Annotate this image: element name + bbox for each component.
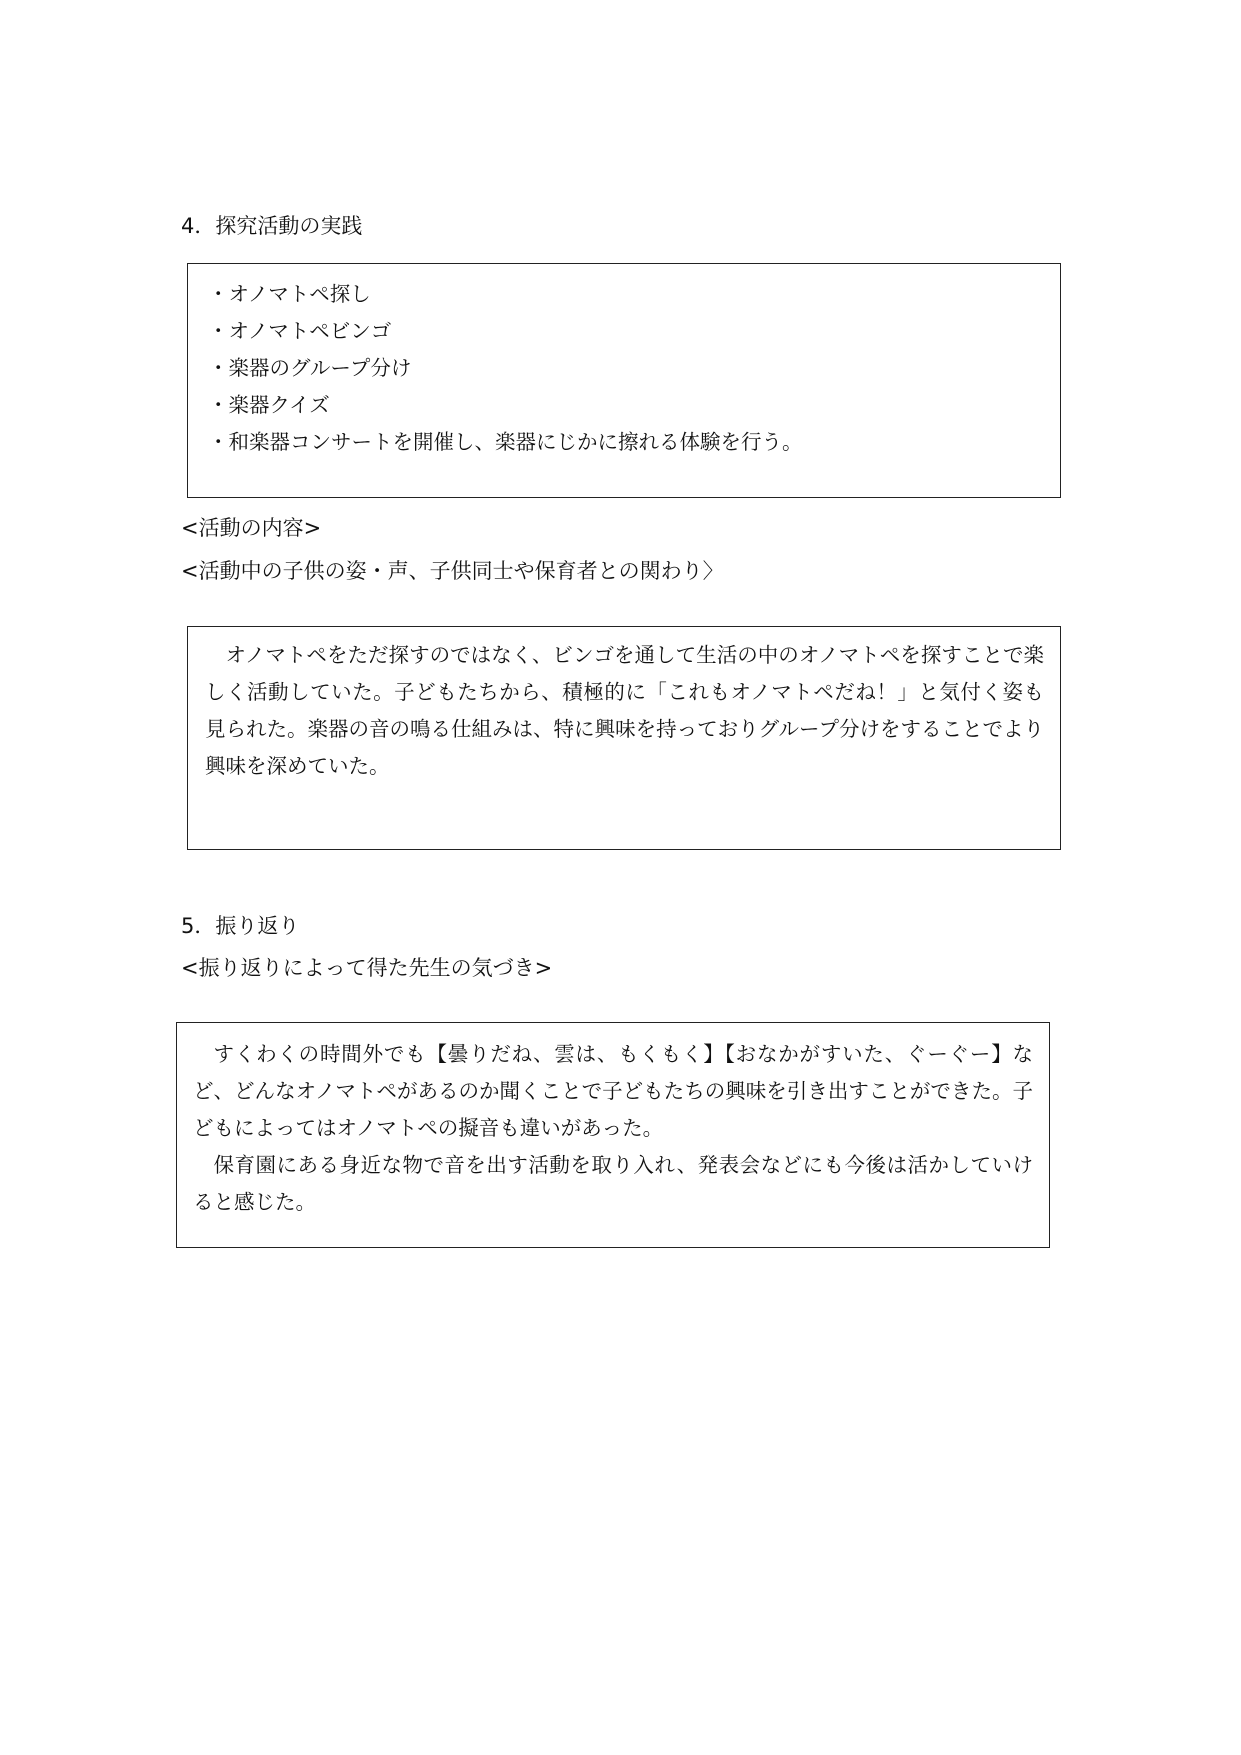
reflection-label: <振り返りによって得た先生の気づき> [181,956,553,980]
practice-item: ・オノマトペビンゴ [208,319,392,343]
section-4-heading: 4．探究活動の実践 [181,214,363,238]
reflection-box [176,1022,1050,1248]
practice-item: ・和楽器コンサートを開催し、楽器にじかに擦れる体験を行う。 [208,430,803,454]
activity-content-label: <活動の内容> [181,516,322,540]
section-5-heading: 5．振り返り [181,914,300,938]
reflection-paragraph: すくわくの時間外でも【曇りだね、雲は、もくもく】【おなかがすいた、ぐーぐー】など、どんなオノマトペがあるのか聞くことで子どもたちの興味を引き出すことができた。子どもによってはオノマトペの擬音も違いがあった。 [193,1042,1033,1140]
practice-item: ・楽器のグループ分け [208,356,412,380]
children-interaction-label: <活動中の子供の姿・声、子供同士や保育者との関わり〉 [181,559,724,583]
children-activity-text: オノマトペをただ探すのではなく、ビンゴを通して生活の中のオノマトペを探すことで楽しく活動していた。子どもたちから、積極的に「これもオノマトペだね！」と気付く姿も見られた。楽器の音の鳴る仕組みは、特に興味を持っておりグループ分けをすることでより興味を深めていた。 [205,643,1044,778]
reflection-paragraph: 保育園にある身近な物で音を出す活動を取り入れ、発表会などにも今後は活かしていけると感じた。 [193,1153,1033,1214]
practice-item: ・楽器クイズ [208,393,330,417]
practice-item: ・オノマトペ探し [208,282,371,306]
children-activity-box [187,626,1061,850]
practice-items-box [187,263,1061,498]
